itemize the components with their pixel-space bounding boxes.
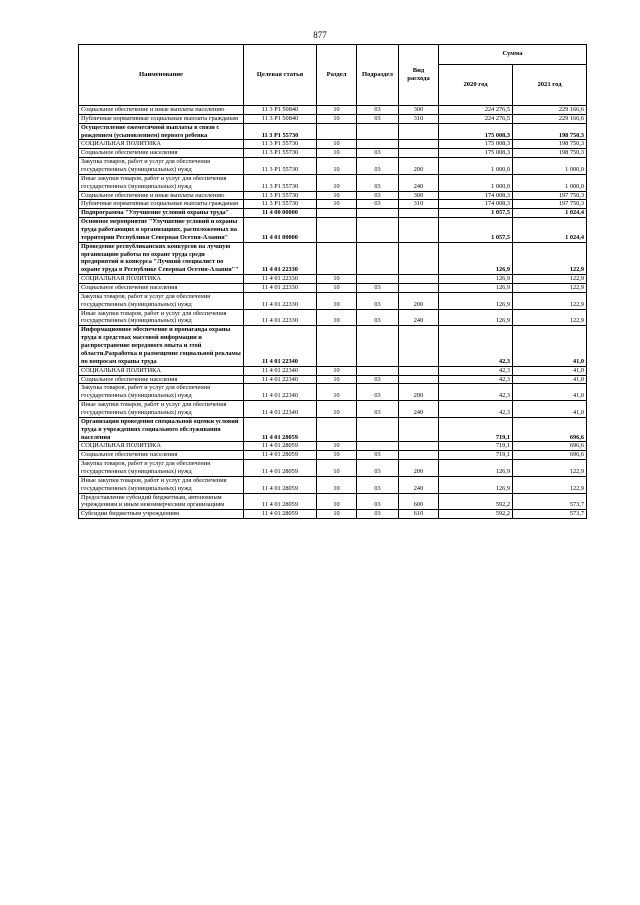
- cell-name: Осуществление ежемесячной выплаты в связи с рождением (усыновлением) первого ребенка: [79, 123, 244, 140]
- cell-amount-2020: 1 000,0: [439, 158, 513, 175]
- cell-subsection: 03: [357, 401, 399, 418]
- table-row: [79, 209, 587, 218]
- cell-target-article: 11 4 01 22330: [244, 275, 317, 284]
- table-row: [79, 460, 587, 477]
- cell-amount-2021: 696,6: [513, 442, 587, 451]
- cell-expense-type: [399, 209, 439, 218]
- cell-expense-type: 240: [399, 309, 439, 326]
- cell-name: Проведение республиканских конкурсов на лучшую организацию работы по охране труда среди предприятий и конкурса "Лучший специалист по охране труда в Республике Северная Осетия-Алания"": [79, 242, 244, 274]
- cell-amount-2021: 229 166,6: [513, 114, 587, 123]
- cell-amount-2021: 122,9: [513, 309, 587, 326]
- cell-section: [317, 326, 357, 366]
- cell-amount-2021: 573,7: [513, 510, 587, 519]
- cell-amount-2021: 1 000,0: [513, 158, 587, 175]
- cell-target-article: 11 4 01 28059: [244, 451, 317, 460]
- cell-subsection: 03: [357, 384, 399, 401]
- header-name: Наименование: [79, 45, 244, 106]
- cell-amount-2020: 126,9: [439, 476, 513, 493]
- table-row: [79, 510, 587, 519]
- cell-amount-2021: 41,0: [513, 326, 587, 366]
- table-row: [79, 442, 587, 451]
- cell-amount-2021: 198 750,3: [513, 123, 587, 140]
- cell-amount-2020: 1 057,5: [439, 209, 513, 218]
- cell-subsection: [357, 326, 399, 366]
- cell-amount-2020: 126,9: [439, 292, 513, 309]
- cell-amount-2021: 198 750,3: [513, 140, 587, 149]
- cell-subsection: 03: [357, 174, 399, 191]
- table-row: [79, 106, 587, 115]
- cell-expense-type: [399, 442, 439, 451]
- cell-target-article: 11 4 01 28059: [244, 476, 317, 493]
- cell-amount-2021: 41,0: [513, 384, 587, 401]
- cell-target-article: 11 4 01 22340: [244, 366, 317, 375]
- cell-expense-type: 310: [399, 200, 439, 209]
- table-row: [79, 366, 587, 375]
- cell-expense-type: 200: [399, 460, 439, 477]
- cell-amount-2020: 42,3: [439, 326, 513, 366]
- cell-amount-2020: 1 000,0: [439, 174, 513, 191]
- cell-expense-type: 600: [399, 493, 439, 510]
- table-row: [79, 123, 587, 140]
- cell-section: 10: [317, 493, 357, 510]
- table-row: [79, 140, 587, 149]
- cell-amount-2021: 696,6: [513, 417, 587, 442]
- cell-name: Социальное обеспечение населения: [79, 149, 244, 158]
- cell-amount-2020: 126,9: [439, 309, 513, 326]
- cell-expense-type: [399, 375, 439, 384]
- table-row: [79, 275, 587, 284]
- cell-subsection: 03: [357, 200, 399, 209]
- cell-section: 10: [317, 442, 357, 451]
- cell-name: СОЦИАЛЬНАЯ ПОЛИТИКА: [79, 442, 244, 451]
- cell-amount-2020: 42,3: [439, 384, 513, 401]
- cell-section: 10: [317, 140, 357, 149]
- cell-target-article: 11 4 01 22340: [244, 401, 317, 418]
- cell-section: [317, 242, 357, 274]
- cell-amount-2020: 175 008,3: [439, 123, 513, 140]
- cell-expense-type: 240: [399, 401, 439, 418]
- header-target-article: Целевая статья: [244, 45, 317, 106]
- cell-expense-type: [399, 149, 439, 158]
- cell-section: 10: [317, 158, 357, 175]
- cell-amount-2021: 229 166,6: [513, 106, 587, 115]
- cell-section: [317, 417, 357, 442]
- table-row: [79, 114, 587, 123]
- cell-subsection: [357, 366, 399, 375]
- cell-section: 10: [317, 149, 357, 158]
- cell-target-article: 11 4 01 22330: [244, 242, 317, 274]
- cell-name: Социальное обеспечение и иные выплаты населению: [79, 106, 244, 115]
- cell-amount-2021: 198 750,3: [513, 149, 587, 158]
- table-row: [79, 493, 587, 510]
- cell-expense-type: [399, 242, 439, 274]
- cell-amount-2020: 42,3: [439, 366, 513, 375]
- cell-section: 10: [317, 200, 357, 209]
- cell-expense-type: [399, 123, 439, 140]
- cell-expense-type: 200: [399, 384, 439, 401]
- cell-target-article: 11 3 P1 55730: [244, 158, 317, 175]
- cell-target-article: 11 4 01 28059: [244, 417, 317, 442]
- table-row: [79, 375, 587, 384]
- cell-section: 10: [317, 384, 357, 401]
- table-row: [79, 174, 587, 191]
- cell-amount-2020: 175 008,3: [439, 140, 513, 149]
- cell-name: СОЦИАЛЬНАЯ ПОЛИТИКА: [79, 275, 244, 284]
- cell-name: Иные закупки товаров, работ и услуг для обеспечения государственных (муниципальных) нужд: [79, 476, 244, 493]
- header-amount: Сумма: [439, 45, 587, 65]
- cell-name: Иные закупки товаров, работ и услуг для обеспечения государственных (муниципальных) нужд: [79, 401, 244, 418]
- cell-amount-2020: 42,3: [439, 375, 513, 384]
- cell-amount-2020: 224 276,5: [439, 114, 513, 123]
- cell-subsection: 03: [357, 191, 399, 200]
- cell-target-article: 11 4 01 22330: [244, 292, 317, 309]
- cell-target-article: 11 4 01 22340: [244, 375, 317, 384]
- table-row: [79, 191, 587, 200]
- table-row: [79, 401, 587, 418]
- cell-name: Иные закупки товаров, работ и услуг для обеспечения государственных (муниципальных) нужд: [79, 174, 244, 191]
- budget-table: [78, 44, 587, 519]
- cell-expense-type: [399, 326, 439, 366]
- cell-amount-2021: 122,9: [513, 476, 587, 493]
- cell-subsection: [357, 417, 399, 442]
- cell-name: Закупка товаров, работ и услуг для обеспечения государственных (муниципальных) нужд: [79, 460, 244, 477]
- cell-amount-2020: 719,1: [439, 451, 513, 460]
- cell-subsection: [357, 242, 399, 274]
- cell-expense-type: 300: [399, 191, 439, 200]
- header-expense-type: Вид расхода: [399, 45, 439, 106]
- cell-name: Предоставление субсидий бюджетным, автономным учреждениям и иным некоммерческим организациям: [79, 493, 244, 510]
- table-row: [79, 417, 587, 442]
- cell-subsection: [357, 140, 399, 149]
- cell-subsection: [357, 442, 399, 451]
- table-row: [79, 284, 587, 293]
- cell-amount-2020: 592,2: [439, 493, 513, 510]
- cell-name: Иные закупки товаров, работ и услуг для обеспечения государственных (муниципальных) нужд: [79, 309, 244, 326]
- cell-subsection: 03: [357, 510, 399, 519]
- table-row: [79, 451, 587, 460]
- cell-target-article: 11 3 P1 50840: [244, 114, 317, 123]
- cell-expense-type: [399, 275, 439, 284]
- cell-subsection: 03: [357, 476, 399, 493]
- cell-expense-type: 310: [399, 114, 439, 123]
- cell-amount-2021: 122,9: [513, 242, 587, 274]
- cell-subsection: 03: [357, 284, 399, 293]
- table-row: [79, 292, 587, 309]
- cell-amount-2020: 719,1: [439, 442, 513, 451]
- table-row: [79, 326, 587, 366]
- cell-subsection: 03: [357, 309, 399, 326]
- cell-target-article: 11 4 01 22340: [244, 326, 317, 366]
- cell-name: Субсидии бюджетным учреждениям: [79, 510, 244, 519]
- cell-subsection: [357, 218, 399, 243]
- cell-subsection: [357, 209, 399, 218]
- table-row: [79, 476, 587, 493]
- cell-section: 10: [317, 191, 357, 200]
- header-year-2021: 2021 год: [513, 65, 587, 106]
- cell-target-article: 11 3 P1 55730: [244, 149, 317, 158]
- cell-amount-2021: 41,0: [513, 366, 587, 375]
- cell-amount-2020: 42,3: [439, 401, 513, 418]
- cell-target-article: 11 3 P1 55730: [244, 140, 317, 149]
- table-row: [79, 242, 587, 274]
- cell-subsection: 03: [357, 460, 399, 477]
- cell-amount-2021: 122,9: [513, 284, 587, 293]
- cell-target-article: 11 4 01 28059: [244, 442, 317, 451]
- cell-amount-2020: 126,9: [439, 242, 513, 274]
- cell-name: Основное мероприятие "Улучшение условий и охраны труда работающих в организациях, расположенных на территории Республики Северная Осетия-Алания": [79, 218, 244, 243]
- cell-subsection: 03: [357, 292, 399, 309]
- cell-section: 10: [317, 292, 357, 309]
- cell-target-article: 11 4 00 00000: [244, 209, 317, 218]
- cell-name: Публичные нормативные социальные выплаты гражданам: [79, 114, 244, 123]
- cell-amount-2020: 175 008,3: [439, 149, 513, 158]
- cell-name: Социальное обеспечение населения: [79, 375, 244, 384]
- header-section: Раздел: [317, 45, 357, 106]
- cell-section: 10: [317, 510, 357, 519]
- table-header: [79, 45, 587, 106]
- cell-amount-2020: 174 008,3: [439, 200, 513, 209]
- cell-section: 10: [317, 106, 357, 115]
- cell-amount-2021: 122,9: [513, 275, 587, 284]
- cell-name: Подпрограмма "Улучшение условий охраны труда": [79, 209, 244, 218]
- cell-target-article: 11 4 01 28059: [244, 510, 317, 519]
- cell-section: 10: [317, 284, 357, 293]
- cell-amount-2021: 197 750,3: [513, 200, 587, 209]
- cell-amount-2020: 719,1: [439, 417, 513, 442]
- cell-section: 10: [317, 476, 357, 493]
- cell-amount-2021: 122,9: [513, 292, 587, 309]
- header-year-2020: 2020 год: [439, 65, 513, 106]
- cell-amount-2021: 41,0: [513, 401, 587, 418]
- cell-name: Закупка товаров, работ и услуг для обеспечения государственных (муниципальных) нужд: [79, 384, 244, 401]
- cell-amount-2020: 1 057,5: [439, 218, 513, 243]
- table-body: [79, 106, 587, 519]
- cell-subsection: 03: [357, 451, 399, 460]
- cell-target-article: 11 4 01 00000: [244, 218, 317, 243]
- cell-amount-2021: 41,0: [513, 375, 587, 384]
- cell-target-article: 11 3 P1 50840: [244, 106, 317, 115]
- cell-section: [317, 209, 357, 218]
- cell-name: Информационное обеспечение и пропаганда охраны труда в средствах массовой информации и распространение передового опыта и этой области.Разработка и размещение социальной рекламы по вопросам охраны труда: [79, 326, 244, 366]
- cell-expense-type: 240: [399, 174, 439, 191]
- cell-name: Закупка товаров, работ и услуг для обеспечения государственных (муниципальных) нужд: [79, 158, 244, 175]
- cell-expense-type: [399, 284, 439, 293]
- cell-subsection: 03: [357, 375, 399, 384]
- page-number: 877: [313, 30, 327, 40]
- cell-subsection: 03: [357, 149, 399, 158]
- cell-amount-2020: 126,9: [439, 460, 513, 477]
- cell-amount-2020: 592,2: [439, 510, 513, 519]
- cell-target-article: 11 4 01 22330: [244, 284, 317, 293]
- cell-subsection: 03: [357, 158, 399, 175]
- cell-subsection: [357, 123, 399, 140]
- cell-amount-2021: 573,7: [513, 493, 587, 510]
- cell-amount-2021: 122,9: [513, 460, 587, 477]
- cell-target-article: 11 4 01 22340: [244, 384, 317, 401]
- cell-amount-2021: 1 000,0: [513, 174, 587, 191]
- cell-amount-2020: 126,9: [439, 284, 513, 293]
- cell-expense-type: [399, 417, 439, 442]
- cell-target-article: 11 3 P1 55730: [244, 200, 317, 209]
- cell-amount-2020: 126,9: [439, 275, 513, 284]
- cell-subsection: 03: [357, 493, 399, 510]
- cell-target-article: 11 3 P1 55730: [244, 123, 317, 140]
- cell-section: 10: [317, 375, 357, 384]
- cell-section: 10: [317, 451, 357, 460]
- cell-section: 10: [317, 401, 357, 418]
- cell-amount-2021: 1 024,4: [513, 218, 587, 243]
- cell-name: Публичные нормативные социальные выплаты гражданам: [79, 200, 244, 209]
- table-row: [79, 158, 587, 175]
- cell-subsection: 03: [357, 114, 399, 123]
- cell-section: 10: [317, 275, 357, 284]
- cell-target-article: 11 4 01 28059: [244, 493, 317, 510]
- cell-section: 10: [317, 366, 357, 375]
- table-row: [79, 309, 587, 326]
- cell-amount-2021: 696,6: [513, 451, 587, 460]
- cell-amount-2021: 197 750,3: [513, 191, 587, 200]
- cell-name: Социальное обеспечение и иные выплаты населению: [79, 191, 244, 200]
- cell-section: [317, 218, 357, 243]
- cell-target-article: 11 4 01 22330: [244, 309, 317, 326]
- cell-expense-type: 200: [399, 292, 439, 309]
- cell-section: 10: [317, 114, 357, 123]
- cell-expense-type: 300: [399, 106, 439, 115]
- cell-amount-2020: 224 276,5: [439, 106, 513, 115]
- cell-name: СОЦИАЛЬНАЯ ПОЛИТИКА: [79, 140, 244, 149]
- cell-section: 10: [317, 174, 357, 191]
- cell-section: [317, 123, 357, 140]
- cell-amount-2021: 1 024,4: [513, 209, 587, 218]
- cell-name: СОЦИАЛЬНАЯ ПОЛИТИКА: [79, 366, 244, 375]
- cell-target-article: 11 3 P1 55730: [244, 191, 317, 200]
- cell-name: Организация проведения специальной оценки условий труда в учреждениях социального обслуживания населения: [79, 417, 244, 442]
- cell-section: 10: [317, 309, 357, 326]
- cell-expense-type: 240: [399, 476, 439, 493]
- cell-expense-type: [399, 140, 439, 149]
- cell-target-article: 11 3 P1 55730: [244, 174, 317, 191]
- cell-section: 10: [317, 460, 357, 477]
- cell-amount-2020: 174 008,3: [439, 191, 513, 200]
- cell-expense-type: [399, 218, 439, 243]
- cell-name: Социальное обеспечение населения: [79, 451, 244, 460]
- cell-name: Закупка товаров, работ и услуг для обеспечения государственных (муниципальных) нужд: [79, 292, 244, 309]
- cell-target-article: 11 4 01 28059: [244, 460, 317, 477]
- cell-expense-type: 610: [399, 510, 439, 519]
- table-row: [79, 149, 587, 158]
- cell-name: Социальное обеспечение населения: [79, 284, 244, 293]
- table-row: [79, 384, 587, 401]
- cell-expense-type: [399, 366, 439, 375]
- header-subsection: Подраздел: [357, 45, 399, 106]
- cell-expense-type: [399, 451, 439, 460]
- cell-subsection: 03: [357, 106, 399, 115]
- cell-subsection: [357, 275, 399, 284]
- cell-expense-type: 200: [399, 158, 439, 175]
- table-row: [79, 200, 587, 209]
- table-row: [79, 218, 587, 243]
